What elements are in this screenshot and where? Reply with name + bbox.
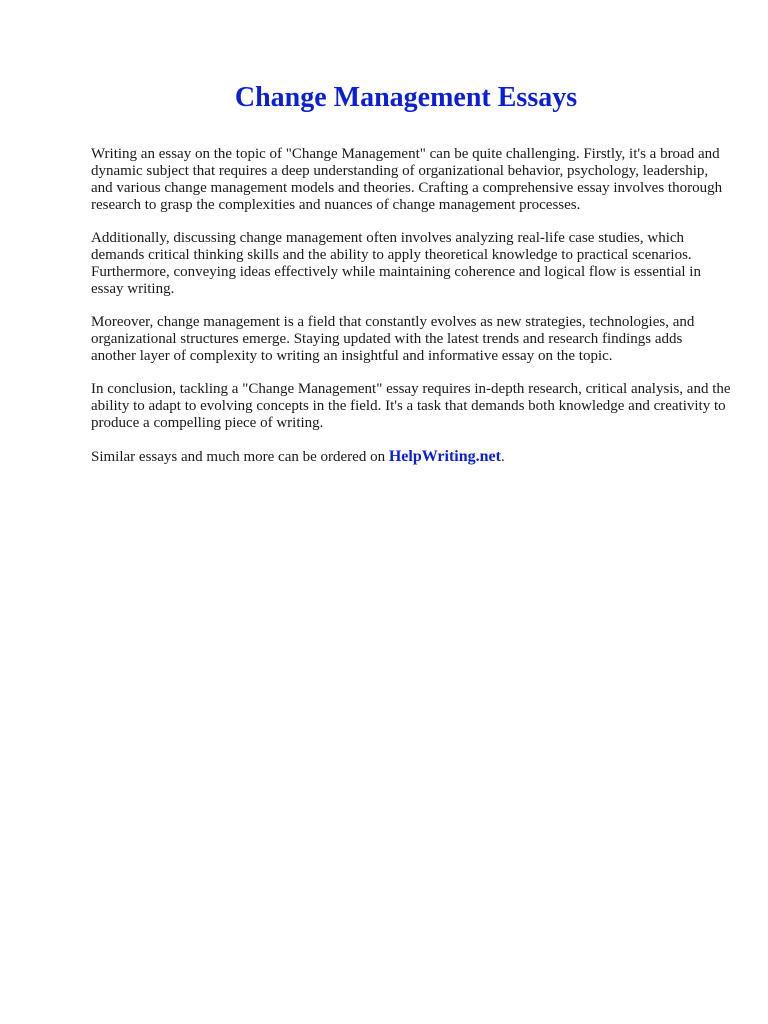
paragraph-1: Writing an essay on the topic of "Change Management" can be quite challenging. Firstly, it's a broad and dynamic subject that requires a deep understanding of organizational behavior, psychology, leadership, and various change management models and theories. Crafting a comprehensive essay involves thorough research to grasp the complexities and nuances of change management processes.: [91, 146, 723, 213]
document-body: [91, 146, 731, 482]
paragraph-2: Additionally, discussing change management often involves analyzing real-life case studies, which demands critical thinking skills and the ability to apply theoretical knowledge to practical scenarios. Furthermore, conveying ideas effectively while maintaining coherence and logical flow is essential in essay writing.: [91, 230, 701, 297]
footer-line: [91, 448, 731, 466]
paragraph-4: In conclusion, tackling a "Change Management" essay requires in-depth research, critical analysis, and the ability to adapt to evolving concepts in the field. It's a task that demands both knowledge and creativity to produce a compelling piece of writing.: [91, 381, 731, 431]
footer-prefix: Similar essays and much more can be ordered on: [91, 449, 389, 465]
paragraph-3: Moreover, change management is a field that constantly evolves as new strategies, technologies, and organizational structures emerge. Staying updated with the latest trends and research findings adds another layer of complexity to writing an insightful and informative essay on the topic.: [91, 314, 695, 364]
footer-suffix: .: [500, 449, 505, 465]
page-title: Change Management Essays: [234, 82, 578, 113]
helpwriting-link[interactable]: HelpWriting.net: [388, 448, 501, 465]
